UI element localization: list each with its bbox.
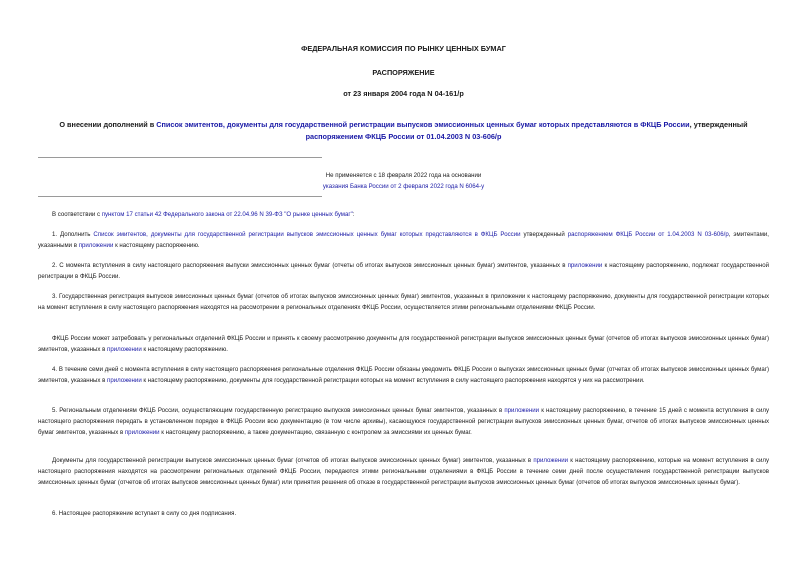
p1-text-b: утвержденный [520, 231, 568, 238]
intro-paragraph [38, 209, 769, 220]
issuer-list-link[interactable]: Список эмитентов, документы для государственной регистрации выпусков эмиссионных ценных бумаг которых представляются в ФКЦБ России [156, 120, 690, 129]
intro-prefix: В соответствии с [52, 211, 102, 218]
paragraph-2 [38, 260, 769, 282]
p1-appendix-link[interactable]: приложении [78, 242, 114, 249]
bank-of-russia-directive-link[interactable]: указания Банка России от 2 февраля 2022 года N 6064-у [322, 183, 485, 190]
p2-text-b: к настоящему распоряжению, подлежат государственной регистрации в ФКЦБ России. [38, 262, 769, 280]
order-link[interactable]: распоряжением ФКЦБ России от 01.04.2003 N 03-606/р [305, 132, 502, 141]
p5b-text-b: к настоящему распоряжению, которые на момент вступления в силу настоящего распоряжения находятся на рассмотрении региональных отделений ФКЦБ России, передаются этими региональными отделениями в ФКЦБ России в течение семи дней после осуществления государственной регистрации выпусков эмиссионных ценных бумаг (отчетов об итогах выпусков эмиссионных ценных бумаг) или принятия решения об отказе в государственной регистрации выпусков эмиссионных ценных бумаг (отчетов об итогах выпусков эмиссионных ценных бумаг). [38, 457, 769, 486]
p1-text-a: 1. Дополнить [52, 231, 94, 238]
p5b-appendix-link[interactable]: приложении [533, 457, 569, 464]
document-subject [40, 119, 767, 143]
p4-text-b: к настоящему распоряжению, документы для государственной регистрации которых на момент вступления в силу настоящего распоряжения находятся у них на рассмотрении. [141, 377, 645, 384]
divider-bottom [38, 196, 322, 197]
paragraph-4 [38, 364, 769, 386]
p4-appendix-link[interactable]: приложении [107, 377, 142, 384]
federal-law-link[interactable]: пунктом 17 статьи 42 Федерального закона от 22.04.96 N 39-ФЗ "О рынке ценных бумаг" [101, 211, 353, 218]
document-date: от 23 января 2004 года N 04-161/р [343, 89, 464, 98]
p4-text-a: 4. В течение семи дней с момента вступления в силу настоящего распоряжения региональные отделения ФКЦБ России обязаны уведомить ФКЦБ России о выпусках эмиссионных ценных бумаг (отчетах об итогах выпусков эмиссионных ценных бумаг) эмитентов, указанных в [38, 366, 769, 384]
p5-appendix-link-2[interactable]: приложении [124, 429, 160, 436]
p1-order-link[interactable]: распоряжением ФКЦБ России от 1.04.2003 N 03-606/р [567, 231, 729, 238]
paragraph-3b [38, 333, 769, 355]
p3b-text-a: ФКЦБ России может затребовать у региональных отделений ФКЦБ России и принять к своему рассмотрению документы для государственной регистрации выпусков эмиссионных ценных бумаг (отчетов об итогах выпусков эмиссионных ценных бумаг) эмитентов, указанных в [38, 335, 769, 353]
p5-appendix-link-1[interactable]: приложении [504, 407, 540, 414]
p1-issuer-list-link[interactable]: Список эмитентов, документы для государственной регистрации выпусков эмиссионных ценных бумаг которых представляются в ФКЦБ России [93, 231, 521, 238]
divider-top [38, 157, 322, 158]
subject-middle: , утвержденный [689, 120, 748, 129]
issuing-organization: ФЕДЕРАЛЬНАЯ КОМИССИЯ ПО РЫНКУ ЦЕННЫХ БУМАГ [301, 44, 506, 53]
paragraph-1 [38, 229, 769, 251]
p3b-text-b: к настоящему распоряжению. [141, 346, 228, 353]
p5-text-b: к настоящему распоряжению, в течение 15 дней с момента вступления в силу настоящего распоряжения передать в установленном порядке в ФКЦБ России всю документацию (в том числе архивы), касающуюся государственной регистрации выпусков эмиссионных ценных бумаг, отчетов об итогах выпусков эмиссионных ценных бумаг эмитентов, указанных в [38, 407, 770, 436]
p2-text-a: 2. С момента вступления в силу настоящего распоряжения выпуски эмиссионных ценных бумаг (отчеты об итогах выпусков эмиссионных ценных бумаг) эмитентов, указанных в [52, 262, 568, 269]
p3b-appendix-link[interactable]: приложении [107, 346, 142, 353]
paragraph-5 [38, 405, 769, 438]
paragraph-3: 3. Государственная регистрация выпусков эмиссионных ценных бумаг (отчетов об итогах выпусков эмиссионных ценных бумаг) эмитентов, указанных в приложении к настоящему распоряжению, документы для государственной регистрации которых на момент вступления в силу настоящего распоряжения находятся на рассмотрении в региональных отделениях ФКЦБ России, осуществляется этими региональными отделениями ФКЦБ России. [38, 293, 769, 311]
p5-text-a: 5. Региональным отделениям ФКЦБ России, осуществляющим государственную регистрацию выпусков эмиссионных ценных бумаг эмитентов, указанных в [52, 407, 505, 414]
validity-note [0, 170, 807, 192]
p5b-text-a: Документы для государственной регистрации выпусков эмиссионных ценных бумаг (отчетов об итогах выпусков эмиссионных ценных бумаг) эмитентов, указанных в [52, 457, 534, 464]
document-type: РАСПОРЯЖЕНИЕ [372, 68, 435, 77]
paragraph-6: 6. Настоящее распоряжение вступает в силу со дня подписания. [52, 510, 237, 517]
p5-text-c: к настоящему распоряжению, а также документацию, связанную с контролем за эмиссиями их ценных бумаг. [159, 429, 472, 436]
p1-text-d: к настоящему распоряжению. [113, 242, 200, 249]
paragraph-5b [38, 455, 769, 488]
p2-appendix-link[interactable]: приложении [567, 262, 603, 269]
p1-text-c: , эмитентами, указанными в [38, 231, 769, 249]
validity-note-text: Не применяется с 18 февраля 2022 года на основании [325, 172, 482, 179]
subject-prefix: О внесении дополнений в [59, 120, 157, 129]
intro-suffix: : [352, 211, 355, 218]
